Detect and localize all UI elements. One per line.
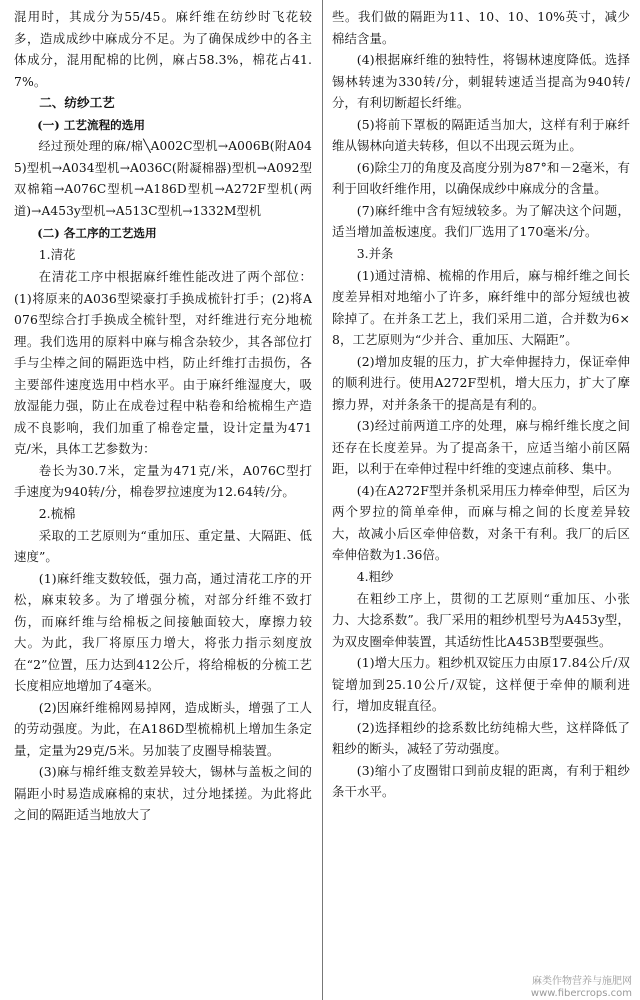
paragraph-carding-item-5: (5)将前下罩板的隔距适当加大，这样有利于麻纤维从锡林向道夫转移，但以不出现云斑为止。 — [332, 116, 630, 153]
paragraph-carding-principle: 采取的工艺原则为“重加压、重定量、大隔距、低速度”。 — [14, 527, 312, 564]
paragraph-blowing: 在清花工序中根据麻纤维性能改进了两个部位：(1)将原来的A036型梁豪打手换成梳针打手；(2)将A076型综合打手换成全梳针型，对纤维进行充分地梳理。我们选用的原料中麻与棉含杂较少，其各部位打手与尘棒之间的隔距选中档，防止纤维打击损伤，各主要部件速度选用中档水平。由于麻纤维湿度大，吸放湿能力强，防止在成卷过程中粘卷和给梳棉生产造成不良影响，我们加重了棉卷定量，设计定量为471克/米，具体工艺参数为： — [14, 269, 312, 456]
paragraph-roving-principle: 在粗纱工序上，贯彻的工艺原则“重加压、小张力、大捻系数”。我厂采用的粗纱机型号为A453y型，为双皮圈牵伸装置，其适纺性比A453B型要强些。 — [332, 590, 630, 649]
paragraph-drawing-item-1: (1)通过清棉、梳棉的作用后，麻与棉纤维之间长度差异相对地缩小了许多，麻纤维中的部分短绒也被除掉了。在并条工艺上，我们采用二道，合并数为6×8，工艺原则为“少并合、重加压、大隔距”。 — [332, 267, 630, 347]
paragraph-carding-item-2: (2)因麻纤维棉网易掉网，造成断头，增强了工人的劳动强度。为此，在A186D型梳棉机上增加生条定量，定量为29克/5米。另加装了皮圈导棉装置。 — [14, 699, 312, 758]
paragraph-roving-item-1: (1)增大压力。粗纱机双锭压力由原17.84公斤/双锭增加到25.10公斤/双锭，这样便于牵伸的顺利进行，增加皮辊直径。 — [332, 655, 630, 713]
subheading-carding: 2.梳棉 — [38, 505, 76, 521]
watermark-title: 麻类作物营养与施肥网 — [532, 976, 632, 987]
paragraph-gauge-continued: 些。我们做的隔距为11、10、10、10%英寸，减少棉结含量。 — [332, 9, 630, 46]
paragraph-blowing-params: 卷长为30.7米，定量为471克/米，A076C型打手速度为940转/分，棉卷罗拉速度为12.64转/分。 — [14, 462, 312, 499]
paragraph-drawing-item-3: (3)经过前两道工序的处理，麻与棉纤维长度之间还存在长度差异。为了提高条干，应适当缩小前区隔距，以利于在牵伸过程中纤维的变速点前移、集中。 — [332, 418, 630, 476]
section-heading-spinning-process: 二、纺纱工艺 — [39, 95, 115, 110]
paragraph-blend-ratio: 混用时，其成分为55/45。麻纤维在纺纱时飞花较多，造成成纱中麻成分不足。为了确保成纱中的各主体成分，混用配棉的比例，麻占58.3%，棉花占41.7%。 — [14, 9, 312, 89]
paragraph-carding-item-7: (7)麻纤维中含有短绒较多。为了解决这个问题，适当增加盖板速度。我们厂选用了170毫米/分。 — [332, 202, 630, 239]
paragraph-roving-item-3: (3)缩小了皮圈钳口到前皮辊的距离，有利于粗纱条干水平。 — [332, 762, 630, 799]
paragraph-carding-item-6: (6)除尘刀的角度及高度分别为87°和－2毫米，有利于回收纤维作用，以确保成纱中麻成分的含量。 — [332, 159, 630, 196]
subheading-drawing: 3.并条 — [356, 245, 394, 261]
left-column — [14, 6, 312, 826]
subheading-roving: 4.粗纱 — [356, 568, 394, 584]
subheading-blowing: 1.清花 — [38, 247, 76, 262]
watermark-url: www.fibercrops.com — [530, 988, 632, 999]
site-watermark — [531, 976, 632, 1000]
paragraph-carding-item-1: (1)麻纤维支数较低，强力高，通过清花工序的开松，麻束较多。为了增强分梳，对部分纤维不致打伤，而麻纤维与给棉板之间接触面较大，摩擦力较大。为此，我厂将原压力增大，将张力指示刻度放在“2”位置，压力达到412公斤，将给棉板的分梳工艺长度相应地增加了4毫米。 — [14, 570, 312, 693]
paragraph-drawing-item-4: (4)在A272F型并条机采用压力棒牵伸型，后区为两个罗拉的简单牵伸，而麻与棉之间的长度差异较大，故减小后区牵伸倍数，对条干有利。我厂的后区牵伸倍数为1.36倍。 — [332, 482, 630, 562]
right-column — [332, 6, 630, 803]
paragraph-drawing-item-2: (2)增加皮辊的压力，扩大牵伸握持力，保证牵伸的顺利进行。使用A272F型机，增大压力，扩大了摩擦力界，对并条条干的提高是有利的。 — [332, 353, 630, 412]
column-divider — [322, 0, 323, 1000]
paragraph-carding-item-4: (4)根据麻纤维的独特性，将锡林速度降低。选择锡林转速为330转/分，刺辊转速适当提高为940转/分，有利切断超长纤维。 — [332, 52, 630, 110]
paragraph-roving-item-2: (2)选择粗纱的捻系数比纺纯棉大些，这样降低了粗纱的断头，减轻了劳动强度。 — [332, 719, 630, 756]
subheading-process-flow: (一) 工艺流程的选用 — [37, 118, 145, 132]
process-flow-text: 经过预处理的麻/棉╲A002C型机→A006B(附A045)型机→A034型机→A036C(附凝棉器)型机→A092型双棉箱→A076C型机→A186D型机→A272F型机(两道)→A453y型机→A513C型机→1332M型机 — [14, 139, 312, 218]
subheading-process-selection: (二) 各工序的工艺选用 — [37, 226, 157, 240]
paragraph-carding-item-3: (3)麻与棉纤维支数差异较大，锡林与盖板之间的隔距小时易造成麻棉的束状，过分地揉搓。为此将此之间的隔距适当地放大了 — [14, 764, 312, 822]
